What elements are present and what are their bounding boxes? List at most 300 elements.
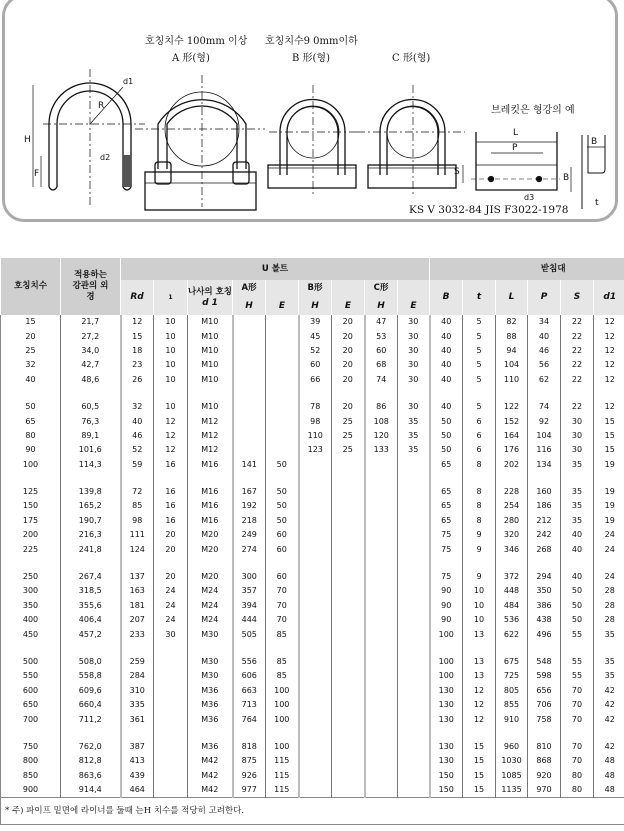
- spacer-cell: [365, 472, 398, 485]
- table-cell: 70: [266, 613, 299, 627]
- table-cell: 104: [528, 429, 561, 443]
- table-cell: 108: [365, 414, 398, 428]
- table-cell: [154, 698, 188, 712]
- table-cell: 65: [430, 514, 463, 528]
- table-cell: [299, 627, 332, 641]
- table-cell: 130: [430, 698, 463, 712]
- table-cell: 394: [233, 599, 266, 613]
- table-cell: 12: [463, 684, 496, 698]
- table-cell: 133: [365, 443, 398, 457]
- table-cell: [332, 684, 365, 698]
- table-cell: [299, 783, 332, 798]
- table-cell: 300: [1, 584, 61, 598]
- caption-b-type: B 形(형): [292, 53, 330, 64]
- table-cell: 650: [1, 698, 61, 712]
- dim-s: S: [454, 167, 460, 177]
- table-cell: 10: [463, 584, 496, 598]
- table-cell: 98: [121, 514, 154, 528]
- table-cell: [233, 443, 266, 457]
- header-u-bolt: U 볼트: [121, 258, 430, 280]
- table-cell: [398, 528, 430, 542]
- table-body: [1, 315, 624, 798]
- table-cell: 20: [332, 358, 365, 372]
- header-d-label: d1: [603, 292, 617, 302]
- spacer-cell: [1, 387, 61, 400]
- table-cell: 20: [154, 528, 188, 542]
- header-b-h: [299, 297, 332, 315]
- table-cell: 361: [121, 712, 154, 726]
- table-cell: 24: [154, 584, 188, 598]
- table-cell: 216,3: [61, 528, 121, 542]
- header-c-blank: [398, 280, 430, 297]
- table-cell: M10: [188, 373, 233, 387]
- table-cell: 22: [561, 315, 594, 329]
- table-cell: 910: [496, 712, 528, 726]
- spacer-cell: [299, 387, 332, 400]
- table-cell: 42: [594, 698, 624, 712]
- table-cell: 24: [594, 542, 624, 556]
- table-cell: [233, 400, 266, 414]
- table-cell: 22: [561, 329, 594, 343]
- table-cell: 25: [1, 344, 61, 358]
- table-cell: 100: [430, 655, 463, 669]
- table-cell: 484: [496, 599, 528, 613]
- table-cell: 19: [594, 485, 624, 499]
- table-cell: M16: [188, 485, 233, 499]
- table-cell: 10: [154, 400, 188, 414]
- header-L: [496, 280, 528, 315]
- table-cell: 8: [463, 514, 496, 528]
- table-cell: M20: [188, 570, 233, 584]
- table-cell: 176: [496, 443, 528, 457]
- table-cell: [365, 684, 398, 698]
- header-t: [463, 280, 496, 315]
- table-cell: [332, 485, 365, 499]
- header-L-label: L: [508, 292, 515, 302]
- spacer-cell: [61, 387, 121, 400]
- table-cell: 725: [496, 669, 528, 683]
- table-cell: 42,7: [61, 358, 121, 372]
- table-cell: 868: [528, 754, 561, 768]
- dim-b-top: B: [591, 137, 598, 147]
- table-cell: [332, 769, 365, 783]
- table-cell: 45: [299, 329, 332, 343]
- table-cell: [233, 429, 266, 443]
- table-cell: 141: [233, 458, 266, 472]
- header-a-blank: [266, 280, 299, 297]
- table-cell: 28: [594, 599, 624, 613]
- table-row: [1, 485, 624, 499]
- spacer-cell: [561, 472, 594, 485]
- spacer-cell: [332, 727, 365, 740]
- header-c-h-label: H: [377, 300, 385, 311]
- header-a-type: A形: [233, 280, 266, 297]
- table-cell: 175: [1, 514, 61, 528]
- table-cell: [365, 499, 398, 513]
- group-spacer: [1, 472, 624, 485]
- table-cell: 400: [1, 613, 61, 627]
- table-cell: 50: [561, 613, 594, 627]
- spacer-cell: [61, 642, 121, 655]
- table-cell: 75: [430, 570, 463, 584]
- table-cell: [398, 499, 430, 513]
- table-cell: 10: [154, 315, 188, 329]
- table-cell: 24: [594, 570, 624, 584]
- table-cell: M10: [188, 315, 233, 329]
- table-cell: [233, 358, 266, 372]
- table-cell: 70: [561, 740, 594, 754]
- table-cell: 960: [496, 740, 528, 754]
- table-cell: 450: [1, 627, 61, 641]
- table-cell: 350: [528, 584, 561, 598]
- table-cell: 32: [121, 400, 154, 414]
- spacer-cell: [496, 472, 528, 485]
- spacer-cell: [154, 472, 188, 485]
- table-cell: 372: [496, 570, 528, 584]
- table-cell: 496: [528, 627, 561, 641]
- table-cell: 62: [528, 373, 561, 387]
- table-cell: 192: [233, 499, 266, 513]
- table-cell: 55: [561, 669, 594, 683]
- table-cell: 20: [332, 400, 365, 414]
- spacer-cell: [233, 642, 266, 655]
- table-cell: 22: [561, 344, 594, 358]
- table-cell: 457,2: [61, 627, 121, 641]
- table-cell: 536: [496, 613, 528, 627]
- table-cell: 60: [299, 358, 332, 372]
- table-cell: 19: [594, 458, 624, 472]
- table-cell: 50: [266, 485, 299, 499]
- spacer-cell: [332, 472, 365, 485]
- table-cell: 25: [332, 414, 365, 428]
- header-a-e: [266, 297, 299, 315]
- table-row: [1, 429, 624, 443]
- header-a-h: [233, 297, 266, 315]
- table-cell: [365, 485, 398, 499]
- table-cell: M30: [188, 669, 233, 683]
- table-cell: 75: [430, 528, 463, 542]
- spacer-cell: [1, 642, 61, 655]
- table-cell: 16: [154, 514, 188, 528]
- table-cell: 12: [463, 712, 496, 726]
- table-row: [1, 599, 624, 613]
- table-row: [1, 344, 624, 358]
- dim-d2: d2: [100, 153, 111, 162]
- group-spacer: [1, 557, 624, 570]
- table-cell: 110: [496, 373, 528, 387]
- table-cell: [332, 754, 365, 768]
- table-row: [1, 684, 624, 698]
- table-cell: 15: [463, 740, 496, 754]
- footnote: * 주) 파이프 밑면에 라이너를 둘때 는H 치수를 적당히 고려한다.: [1, 798, 624, 825]
- spacer-cell: [430, 387, 463, 400]
- table-cell: 22: [561, 373, 594, 387]
- table-cell: [398, 684, 430, 698]
- table-cell: [398, 584, 430, 598]
- table-cell: 20: [1, 329, 61, 343]
- table-cell: 30: [561, 414, 594, 428]
- table-cell: 52: [299, 344, 332, 358]
- table-cell: 10: [154, 373, 188, 387]
- table-cell: 111: [121, 528, 154, 542]
- table-cell: 10: [463, 599, 496, 613]
- b-type-drawing: [268, 85, 357, 197]
- table-cell: 35: [561, 458, 594, 472]
- table-cell: 35: [594, 627, 624, 641]
- u-bolt-dimension-drawing: [33, 69, 145, 205]
- table-cell: 30: [398, 315, 430, 329]
- table-cell: 700: [1, 712, 61, 726]
- table-cell: 110: [299, 429, 332, 443]
- header-a-e-label: E: [278, 300, 286, 311]
- spacer-cell: [233, 387, 266, 400]
- table-cell: 48: [594, 783, 624, 798]
- table-cell: 750: [1, 740, 61, 754]
- table-cell: [266, 400, 299, 414]
- spacer-cell: [398, 472, 430, 485]
- u-bolt-diagram: [2, 0, 618, 222]
- spacer-cell: [1, 472, 61, 485]
- table-row: [1, 414, 624, 428]
- table-cell: 8: [463, 499, 496, 513]
- spacer-cell: [266, 472, 299, 485]
- table-cell: [233, 344, 266, 358]
- standard-reference: KS V 3032-84 JIS F3022-1978: [409, 204, 569, 216]
- table-cell: 122: [496, 400, 528, 414]
- table-cell: M12: [188, 414, 233, 428]
- table-cell: [299, 584, 332, 598]
- table-row: [1, 514, 624, 528]
- table-cell: M36: [188, 684, 233, 698]
- table-cell: 60: [365, 344, 398, 358]
- bracket-caption: 브레킷은 형강의 예: [491, 105, 575, 116]
- spacer-cell: [1, 557, 61, 570]
- table-cell: 89,1: [61, 429, 121, 443]
- table-cell: 100: [266, 712, 299, 726]
- table-cell: [332, 698, 365, 712]
- table-cell: 35: [594, 655, 624, 669]
- spacer-cell: [528, 387, 561, 400]
- table-cell: 20: [332, 344, 365, 358]
- table-cell: 70: [266, 584, 299, 598]
- caption-b-size: 호칭치수9 0mm이하: [265, 36, 358, 47]
- table-cell: 55: [561, 655, 594, 669]
- table-cell: 6: [463, 443, 496, 457]
- table-cell: M42: [188, 769, 233, 783]
- header-B-label: B: [442, 292, 450, 302]
- table-cell: [365, 599, 398, 613]
- table-cell: 202: [496, 458, 528, 472]
- table-cell: 181: [121, 599, 154, 613]
- table-row: [1, 358, 624, 372]
- table-cell: 977: [233, 783, 266, 798]
- table-cell: [398, 570, 430, 584]
- table-cell: 20: [154, 570, 188, 584]
- header-b-h-label: H: [311, 300, 319, 311]
- table-cell: 444: [233, 613, 266, 627]
- table-cell: 764: [233, 712, 266, 726]
- spacer-cell: [299, 727, 332, 740]
- table-cell: [365, 542, 398, 556]
- table-cell: 98: [299, 414, 332, 428]
- table-row: [1, 570, 624, 584]
- table-cell: [332, 458, 365, 472]
- table-row: [1, 754, 624, 768]
- spacer-cell: [496, 387, 528, 400]
- table-cell: 50: [266, 458, 299, 472]
- table-cell: 713: [233, 698, 266, 712]
- table-cell: 622: [496, 627, 528, 641]
- table-cell: 27,2: [61, 329, 121, 343]
- header-a-h-label: H: [245, 300, 253, 311]
- table-cell: [266, 329, 299, 343]
- table-cell: [299, 698, 332, 712]
- table-cell: 23: [121, 358, 154, 372]
- table-cell: 228: [496, 485, 528, 499]
- table-cell: [299, 655, 332, 669]
- spacer-cell: [398, 387, 430, 400]
- spacer-cell: [430, 642, 463, 655]
- table-cell: 15: [463, 769, 496, 783]
- table-cell: 16: [154, 499, 188, 513]
- table-cell: 448: [496, 584, 528, 598]
- spacer-cell: [121, 727, 154, 740]
- table-cell: 20: [332, 373, 365, 387]
- table-cell: 100: [266, 698, 299, 712]
- table-cell: 386: [528, 599, 561, 613]
- table-cell: 80: [561, 769, 594, 783]
- table-cell: 68: [365, 358, 398, 372]
- table-cell: 15: [1, 315, 61, 329]
- table-cell: [332, 655, 365, 669]
- spacer-cell: [463, 387, 496, 400]
- header-c-type: C形: [365, 280, 398, 297]
- table-cell: 35: [561, 514, 594, 528]
- spacer-cell: [188, 472, 233, 485]
- table-cell: 233: [121, 627, 154, 641]
- header-thread-d1: d 1: [202, 297, 218, 308]
- table-cell: [299, 754, 332, 768]
- table-cell: 21,7: [61, 315, 121, 329]
- table-cell: 656: [528, 684, 561, 698]
- table-cell: M10: [188, 400, 233, 414]
- spacer-cell: [594, 557, 624, 570]
- table-cell: [299, 485, 332, 499]
- header-thread: [188, 280, 233, 315]
- table-cell: 40: [1, 373, 61, 387]
- table-cell: 464: [121, 783, 154, 798]
- table-cell: 1030: [496, 754, 528, 768]
- table-cell: 387: [121, 740, 154, 754]
- table-cell: 600: [1, 684, 61, 698]
- table-cell: 970: [528, 783, 561, 798]
- table-cell: 90: [430, 599, 463, 613]
- table-cell: 165,2: [61, 499, 121, 513]
- table-cell: 810: [528, 740, 561, 754]
- dim-r: R: [98, 101, 105, 111]
- table-cell: 76,3: [61, 414, 121, 428]
- spacer-cell: [154, 557, 188, 570]
- header-thread-label: 나사의 호칭: [188, 286, 233, 297]
- table-cell: 20: [154, 542, 188, 556]
- table-cell: [398, 458, 430, 472]
- table-cell: 85: [266, 669, 299, 683]
- table-cell: 30: [398, 358, 430, 372]
- table-cell: 30: [398, 400, 430, 414]
- table-cell: 920: [528, 769, 561, 783]
- table-cell: [398, 783, 430, 798]
- table-cell: M42: [188, 754, 233, 768]
- table-cell: 284: [121, 669, 154, 683]
- table-cell: 22: [561, 358, 594, 372]
- table-row: [1, 400, 624, 414]
- table-cell: 130: [430, 754, 463, 768]
- table-cell: 30: [398, 344, 430, 358]
- table-cell: 5: [463, 373, 496, 387]
- table-cell: 294: [528, 570, 561, 584]
- spacer-cell: [496, 727, 528, 740]
- table-cell: M10: [188, 329, 233, 343]
- table-cell: [365, 458, 398, 472]
- table-cell: 70: [266, 599, 299, 613]
- table-cell: 60: [266, 528, 299, 542]
- table-cell: 114,3: [61, 458, 121, 472]
- spacer-cell: [594, 642, 624, 655]
- header-c-e: [398, 297, 430, 315]
- table-cell: 101,6: [61, 443, 121, 457]
- table-cell: 242: [528, 528, 561, 542]
- table-cell: 706: [528, 698, 561, 712]
- spacer-cell: [594, 387, 624, 400]
- table-cell: M30: [188, 627, 233, 641]
- header-b-type: B形: [299, 280, 332, 297]
- table-cell: 34,0: [61, 344, 121, 358]
- table-cell: 65: [430, 499, 463, 513]
- table-cell: [398, 769, 430, 783]
- table-cell: 346: [496, 542, 528, 556]
- table-cell: 850: [1, 769, 61, 783]
- table-row: [1, 740, 624, 754]
- table-cell: 406,4: [61, 613, 121, 627]
- table-cell: 12: [594, 344, 624, 358]
- spacer-cell: [188, 642, 233, 655]
- spacer-cell: [561, 387, 594, 400]
- table-cell: 120: [365, 429, 398, 443]
- header-b-blank: [332, 280, 365, 297]
- table-cell: 160: [528, 485, 561, 499]
- table-cell: [299, 499, 332, 513]
- table-cell: 15: [594, 429, 624, 443]
- spacer-cell: [154, 642, 188, 655]
- header-S: [561, 280, 594, 315]
- spacer-cell: [121, 387, 154, 400]
- table-cell: [365, 613, 398, 627]
- header-nominal-size: 호칭치수: [1, 258, 61, 315]
- table-cell: 280: [496, 514, 528, 528]
- spacer-cell: [496, 557, 528, 570]
- table-cell: 85: [121, 499, 154, 513]
- table-cell: 268: [528, 542, 561, 556]
- table-cell: 50: [561, 599, 594, 613]
- table-cell: 90: [1, 443, 61, 457]
- table-cell: 40: [430, 344, 463, 358]
- table-cell: [398, 542, 430, 556]
- table-cell: [398, 599, 430, 613]
- table-cell: 9: [463, 570, 496, 584]
- table-cell: 34: [528, 315, 561, 329]
- table-cell: 150: [1, 499, 61, 513]
- table-cell: [154, 769, 188, 783]
